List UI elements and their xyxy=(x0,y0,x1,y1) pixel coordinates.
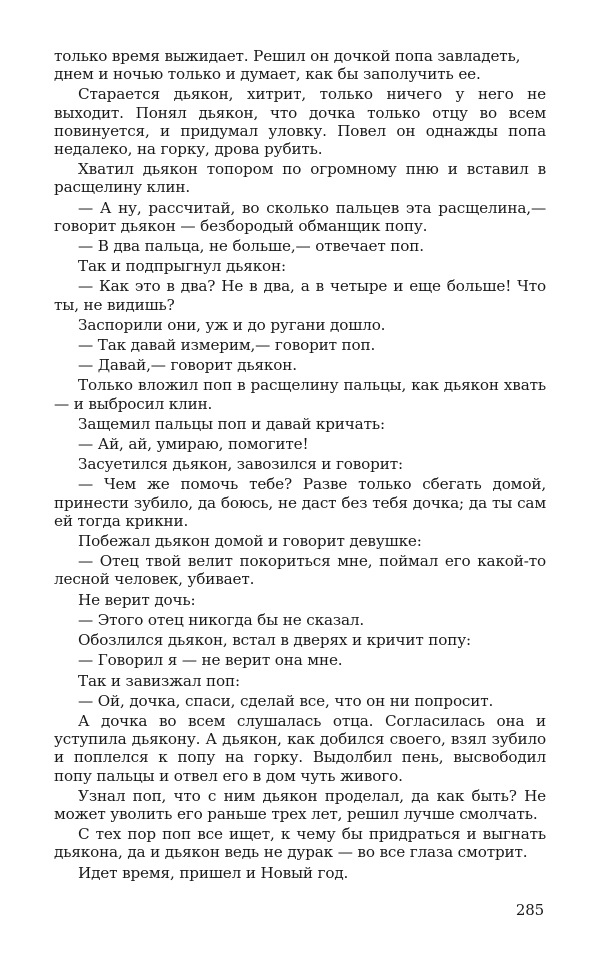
paragraph: Побежал дьякон домой и говорит девушке: xyxy=(78,532,422,551)
paragraph: Старается дьякон, хитрит, только ничего у него не выходит. Понял дьякон, что дочка только отцу во всем повинуется, и придумал уловку. Повел он однажды попа недалеко, на горку, дрова рубить. xyxy=(54,85,546,159)
paragraph: — Ой, дочка, спаси, сделай все, что он ни попросит. xyxy=(78,691,494,710)
paragraph: только время выжидает. Решил он дочкой попа завладеть, днем и ночью только и думает, как бы заполучить ее. xyxy=(54,47,521,84)
paragraph: С тех пор поп все ищет, к чему бы придраться и выгнать дьякона, да и дьякон ведь не дурак — во все глаза смотрит. xyxy=(54,825,546,862)
paragraph: Узнал поп, что с ним дьякон проделал, да как быть? Не может уволить его раньше трех лет, решил лучше смолчать. xyxy=(54,786,546,823)
paragraph: — Чем же помочь тебе? Разве только сбегать домой, принести зубило, да боюсь, не даст без тебя дочка; да ты сам ей тогда крикни. xyxy=(54,475,546,530)
paragraph: Хватил дьякон топором по огромному пню и вставил в расщелину клин. xyxy=(54,160,546,197)
paragraph: — Ай, ай, умираю, помогите! xyxy=(78,435,309,454)
paragraph: Защемил пальцы поп и давай кричать: xyxy=(78,414,385,433)
paragraph: — А ну, рассчитай, во сколько пальцев эта расщелина,— говорит дьякон — безбородый обманщик попу. xyxy=(54,198,546,235)
paragraph: Не верит дочь: xyxy=(78,590,196,609)
paragraph: Идет время, пришел и Новый год. xyxy=(78,863,349,882)
paragraph: Засуетился дьякон, завозился и говорит: xyxy=(78,455,403,474)
paragraph: — Как это в два? Не в два, а в четыре и еще больше! Что ты, не видишь? xyxy=(54,277,546,314)
page-number: 285 xyxy=(515,901,544,919)
paragraph: — Так давай измерим,— говорит поп. xyxy=(78,336,376,355)
paragraph: Заспорили они, уж и до ругани дошло. xyxy=(78,315,386,334)
paragraph: Так и завизжал поп: xyxy=(78,671,240,690)
paragraph: — В два пальца, не больше,— отвечает поп. xyxy=(78,237,424,256)
paragraph: — Этого отец никогда бы не сказал. xyxy=(78,610,365,629)
paragraph: — Говорил я — не верит она мне. xyxy=(78,651,343,670)
body-text xyxy=(54,47,546,882)
paragraph: — Давай,— говорит дьякон. xyxy=(78,356,297,375)
paragraph: Обозлился дьякон, встал в дверях и кричит попу: xyxy=(78,631,471,650)
paragraph: А дочка во всем слушалась отца. Согласилась она и уступила дьякону. А дьякон, как добился своего, взял зубило и поплелся к попу на горку. Выдолбил пень, высвободил попу пальцы и отвел его в дом чуть живого. xyxy=(54,711,546,785)
paragraph: Только вложил поп в расщелину пальцы, как дьякон хвать — и выбросил клин. xyxy=(54,376,546,413)
paragraph: Так и подпрыгнул дьякон: xyxy=(78,257,286,276)
paragraph: — Отец твой велит покориться мне, поймал его какой-то лесной человек, убивает. xyxy=(54,552,546,589)
